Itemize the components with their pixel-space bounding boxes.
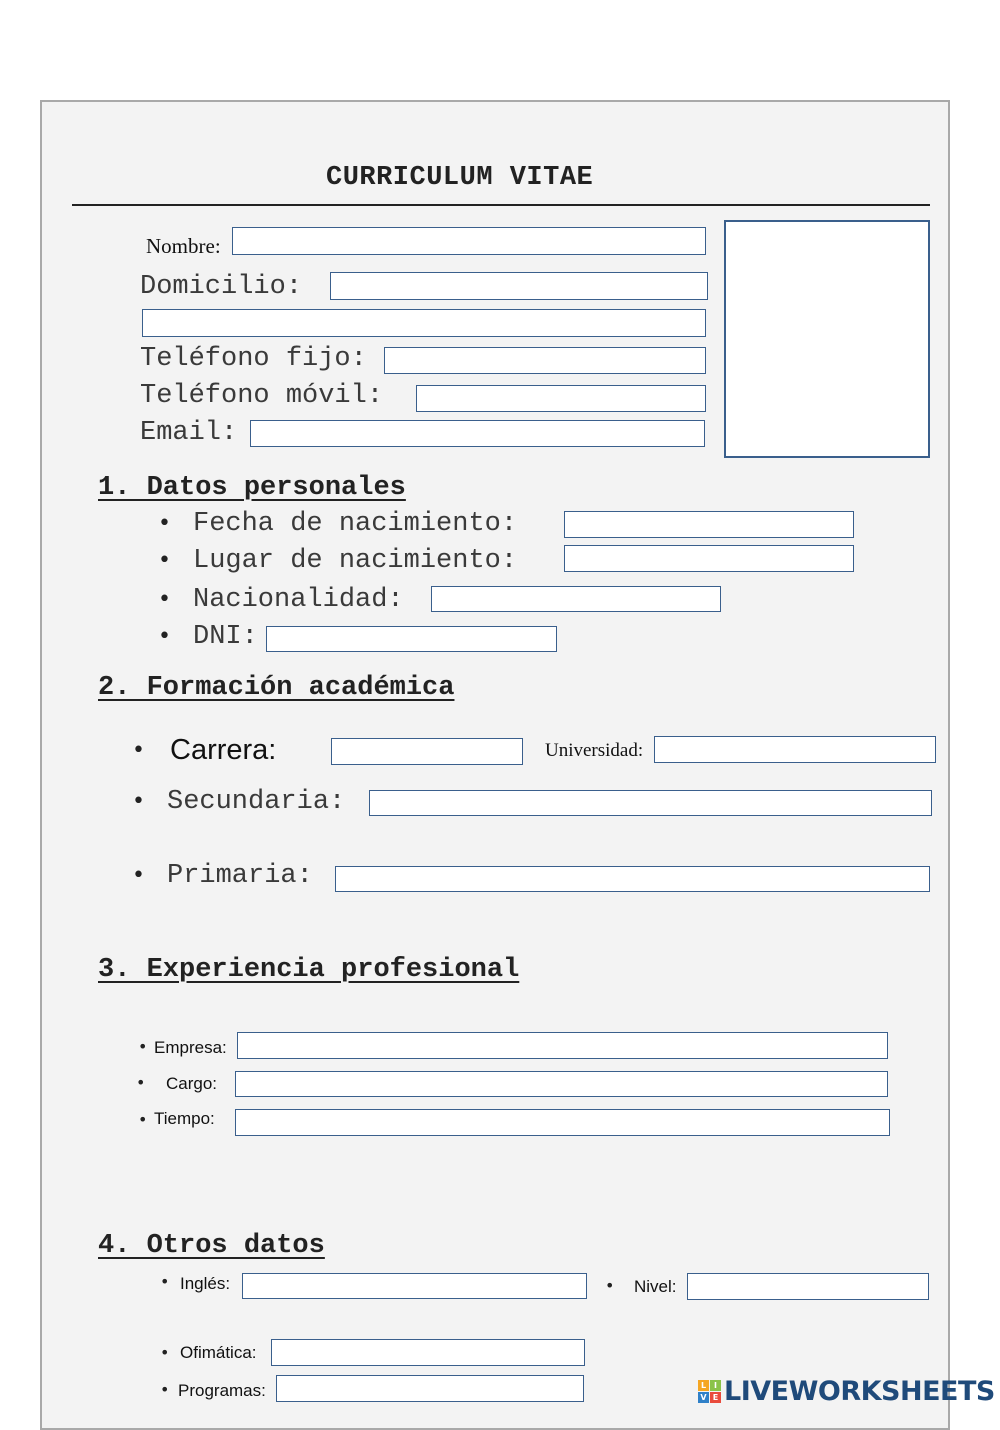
liveworksheets-logo [698, 1376, 995, 1407]
ingles-label: Inglés: [180, 1274, 231, 1293]
logo-letter-v: V [698, 1392, 709, 1403]
logo-letter-e: E [710, 1392, 721, 1403]
nacionalidad-input[interactable] [431, 586, 721, 612]
telefono-fijo-label: Teléfono fijo: [140, 344, 367, 374]
section-otros-heading: 4. Otros datos [98, 1231, 325, 1261]
ingles-input[interactable] [242, 1273, 587, 1299]
programas-label: Programas: [178, 1381, 266, 1400]
bullet-icon: • [605, 1276, 615, 1295]
section-formacion-heading: 2. Formación académica [98, 673, 455, 703]
primaria-input[interactable] [335, 866, 930, 892]
logo-mark-icon [698, 1380, 721, 1403]
programas-input[interactable] [276, 1375, 584, 1402]
domicilio-label: Domicilio: [140, 272, 303, 302]
telefono-movil-input[interactable] [416, 385, 706, 412]
domicilio-line2-input[interactable] [142, 309, 706, 337]
bullet-icon: • [160, 1272, 170, 1291]
bullet-icon: • [160, 1380, 170, 1399]
bullet-icon: • [132, 738, 145, 763]
bullet-icon: • [138, 1110, 148, 1129]
domicilio-input[interactable] [330, 272, 708, 300]
bullet-icon: • [132, 789, 145, 814]
section-experiencia-heading: 3. Experiencia profesional [98, 955, 520, 985]
dni-label: DNI: [193, 622, 258, 652]
nombre-label: Nombre: [146, 234, 221, 258]
carrera-label: Carrera: [170, 734, 277, 766]
cargo-label: Cargo: [166, 1074, 218, 1093]
primaria-label: Primaria: [167, 861, 313, 891]
bullet-icon: • [158, 548, 171, 573]
tiempo-label: Tiempo: [154, 1109, 215, 1128]
dni-input[interactable] [266, 626, 557, 652]
section-datos-personales-heading: 1. Datos personales [98, 473, 406, 503]
email-input[interactable] [250, 420, 705, 447]
carrera-input[interactable] [331, 738, 523, 765]
page-title: CURRICULUM VITAE [326, 163, 594, 193]
logo-text: LIVEWORKSHEETS [724, 1376, 995, 1407]
lugar-nacimiento-label: Lugar de nacimiento: [193, 546, 518, 576]
nombre-input[interactable] [232, 227, 706, 255]
lugar-nacimiento-input[interactable] [564, 545, 854, 572]
photo-box[interactable] [724, 220, 930, 458]
tiempo-input[interactable] [235, 1109, 890, 1136]
bullet-icon: • [158, 587, 171, 612]
ofimatica-label: Ofimática: [180, 1343, 257, 1362]
nivel-label: Nivel: [634, 1277, 677, 1296]
logo-letter-l: L [698, 1380, 709, 1391]
empresa-input[interactable] [237, 1032, 888, 1059]
email-label: Email: [140, 418, 238, 448]
secundaria-input[interactable] [369, 790, 932, 816]
telefono-movil-label: Teléfono móvil: [140, 381, 384, 411]
empresa-label: Empresa: [154, 1038, 227, 1057]
universidad-input[interactable] [654, 736, 936, 763]
title-divider [72, 204, 930, 206]
bullet-icon: • [132, 863, 145, 888]
nivel-input[interactable] [687, 1273, 929, 1300]
ofimatica-input[interactable] [271, 1339, 585, 1366]
nacionalidad-label: Nacionalidad: [193, 585, 404, 615]
logo-letter-i: I [710, 1380, 721, 1391]
fecha-nacimiento-input[interactable] [564, 511, 854, 538]
bullet-icon: • [158, 511, 171, 536]
universidad-label: Universidad: [545, 740, 644, 761]
fecha-nacimiento-label: Fecha de nacimiento: [193, 509, 518, 539]
bullet-icon: • [160, 1343, 170, 1362]
bullet-icon: • [136, 1073, 146, 1092]
secundaria-label: Secundaria: [167, 787, 346, 817]
bullet-icon: • [158, 624, 171, 649]
cargo-input[interactable] [235, 1071, 888, 1097]
telefono-fijo-input[interactable] [384, 347, 706, 374]
bullet-icon: • [138, 1037, 148, 1056]
